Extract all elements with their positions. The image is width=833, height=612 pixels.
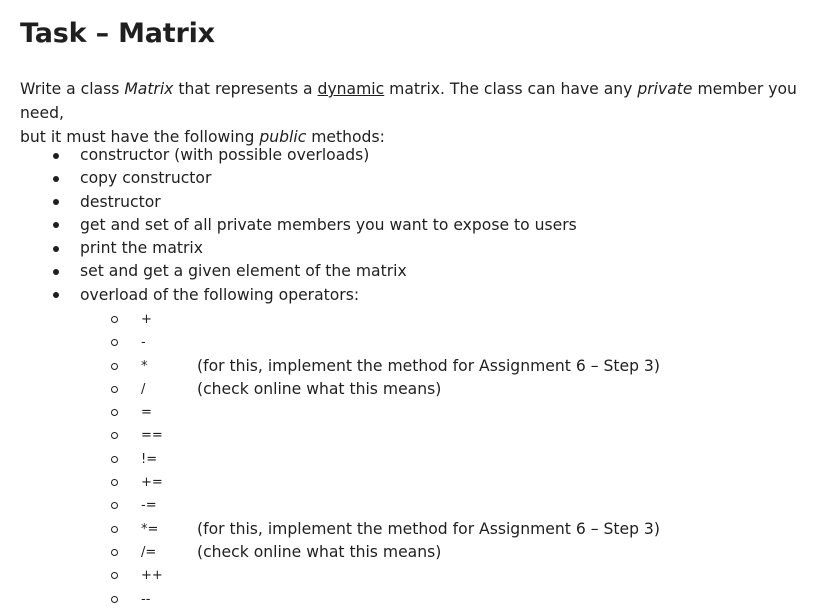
intro-text: matrix. The class can have any xyxy=(384,80,638,98)
page-title: Task – Matrix xyxy=(20,18,215,49)
operator-symbol: *= xyxy=(141,521,159,537)
circle-bullet-icon xyxy=(111,572,118,579)
list-item xyxy=(0,214,833,237)
list-item-label: get and set of all private members you want to expose to users xyxy=(80,215,577,234)
private-word: private xyxy=(637,80,693,98)
circle-bullet-icon xyxy=(111,502,118,509)
list-item-label: overload of the following operators: xyxy=(80,285,360,304)
circle-bullet-icon xyxy=(111,363,118,370)
operator-symbol: /= xyxy=(141,544,157,560)
operator-item xyxy=(0,541,833,564)
bullet-dot-icon xyxy=(53,199,59,205)
bullet-dot-icon xyxy=(53,222,59,228)
list-item-label: constructor (with possible overloads) xyxy=(80,146,370,164)
operator-note: (for this, implement the method for Assignment 6 – Step 3) xyxy=(197,356,660,375)
operator-symbol: -- xyxy=(141,591,151,607)
operator-symbol: == xyxy=(141,428,163,444)
intro-text: but it must have the following xyxy=(20,128,260,146)
operator-item xyxy=(0,308,833,331)
operator-item xyxy=(0,401,833,424)
dynamic-underlined-word: dynamic xyxy=(317,80,385,98)
operator-item xyxy=(0,518,833,541)
operator-item xyxy=(0,424,833,447)
list-item-label: set and get a given element of the matrix xyxy=(80,262,407,281)
bullet-dot-icon xyxy=(53,292,59,298)
operator-item xyxy=(0,331,833,354)
list-item xyxy=(0,284,833,307)
bullet-dot-icon xyxy=(53,246,59,252)
list-item-label: copy constructor xyxy=(80,169,212,188)
circle-bullet-icon xyxy=(111,316,118,323)
intro-paragraph xyxy=(20,77,830,149)
bullet-dot-icon xyxy=(53,153,59,159)
operator-symbol: += xyxy=(141,475,163,491)
circle-bullet-icon xyxy=(111,339,118,346)
operator-symbol: = xyxy=(141,405,152,421)
list-item xyxy=(0,191,833,214)
list-item xyxy=(0,167,833,190)
operator-symbol: / xyxy=(141,381,146,397)
circle-bullet-icon xyxy=(111,386,118,393)
circle-bullet-icon xyxy=(111,456,118,463)
list-item xyxy=(0,260,833,283)
intro-text: member you need, xyxy=(20,80,797,122)
circle-bullet-icon xyxy=(111,526,118,533)
list-item xyxy=(0,237,833,260)
list-item-label: print the matrix xyxy=(80,239,203,258)
list-item-label: destructor xyxy=(80,192,161,211)
circle-bullet-icon xyxy=(111,479,118,486)
public-word: public xyxy=(259,128,307,146)
operator-item xyxy=(0,564,833,587)
circle-bullet-icon xyxy=(111,596,118,603)
intro-text: methods: xyxy=(306,128,385,146)
bullet-dot-icon xyxy=(53,269,59,275)
operator-symbol: -= xyxy=(141,498,157,514)
circle-bullet-icon xyxy=(111,432,118,439)
operator-note: (for this, implement the method for Assignment 6 – Step 3) xyxy=(197,519,660,538)
operator-item xyxy=(0,448,833,471)
operator-note: (check online what this means) xyxy=(197,379,442,398)
operator-item xyxy=(0,355,833,378)
operator-symbol: ++ xyxy=(141,568,163,584)
operator-item xyxy=(0,471,833,494)
intro-text: Write a class xyxy=(20,80,125,98)
operator-symbol: != xyxy=(141,451,158,467)
bullet-dot-icon xyxy=(53,176,59,182)
operator-list xyxy=(0,308,833,611)
intro-text: that represents a xyxy=(173,80,318,98)
operator-item xyxy=(0,378,833,401)
operator-symbol: - xyxy=(141,335,146,351)
operator-symbol: * xyxy=(141,358,148,374)
circle-bullet-icon xyxy=(111,409,118,416)
operator-item xyxy=(0,588,833,611)
list-item xyxy=(0,144,833,167)
circle-bullet-icon xyxy=(111,549,118,556)
operator-item xyxy=(0,494,833,517)
operator-symbol: + xyxy=(141,312,152,327)
operator-note: (check online what this means) xyxy=(197,542,442,561)
method-list xyxy=(0,144,833,307)
class-name: Matrix xyxy=(124,80,174,98)
